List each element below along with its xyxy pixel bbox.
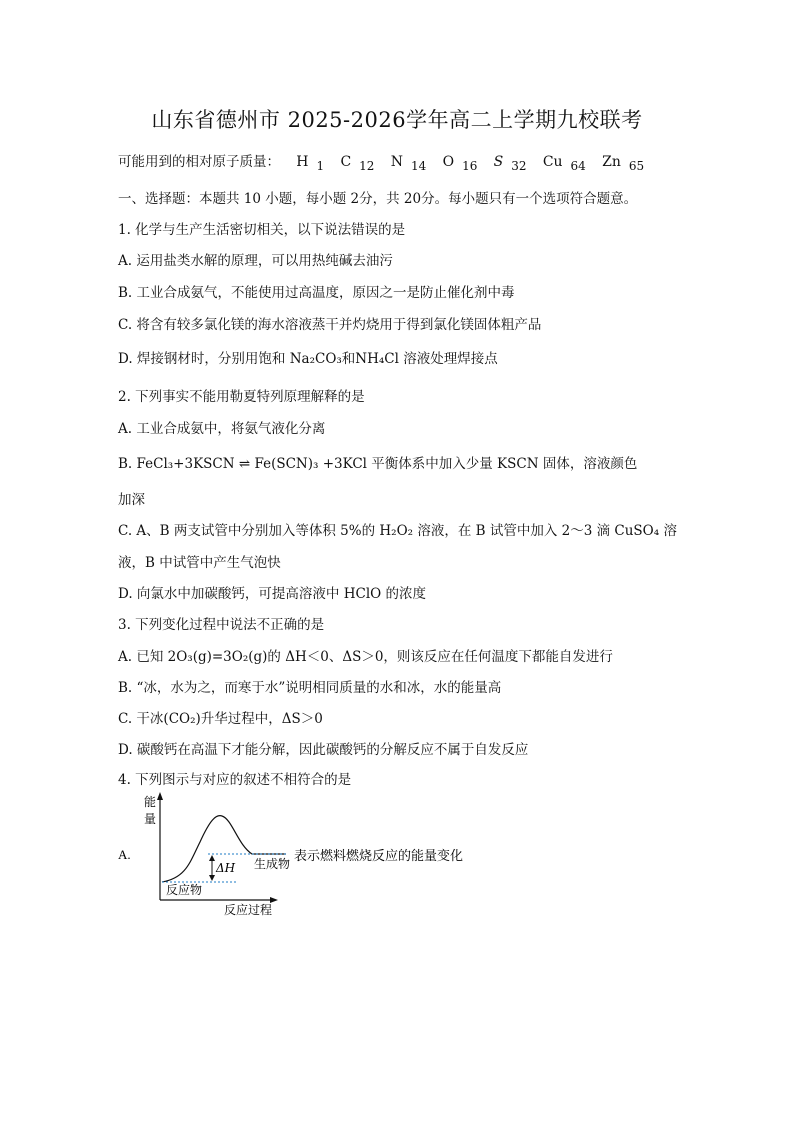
question-4-stem: 4. 下列图示与对应的叙述不相符合的是 <box>118 772 352 788</box>
element-mass: 32 <box>511 159 527 173</box>
question-1-option-a: A. 运用盐类水解的原理，可以用热纯碱去油污 <box>118 253 393 269</box>
element-mass: 1 <box>316 159 325 173</box>
question-2-option-a: A. 工业合成氨中，将氨气液化分离 <box>118 421 326 437</box>
reactant-label: 反应物 <box>166 883 203 897</box>
x-axis-label: 反应过程 <box>224 903 273 917</box>
arrow-up-icon <box>209 855 215 861</box>
element-symbol: Zn <box>602 154 621 170</box>
question-3-option-b: B. “冰，水为之，而寒于水”说明相同质量的水和冰，水的能量高 <box>118 680 502 696</box>
element-symbol: S <box>493 154 504 170</box>
question-2-option-c: C. A、B 两支试管中分别加入等体积 5%的 H₂O₂ 溶液，在 B 试管中加入 2～3 滴 CuSO₄ 溶 <box>118 523 677 539</box>
question-3-stem: 3. 下列变化过程中说法不正确的是 <box>118 617 325 633</box>
energy-diagram-svg <box>118 790 498 920</box>
question-1-option-d: D. 焊接钢材时，分别用饱和 Na₂CO₃和NH₄Cl 溶液处理焊接点 <box>118 351 498 367</box>
question-2-option-b-cont: 加深 <box>118 492 145 508</box>
element-symbol: H <box>296 154 309 170</box>
question-2-option-d: D. 向氯水中加碳酸钙，可提高溶液中 HClO 的浓度 <box>118 586 426 602</box>
atomic-masses-label: 可能用到的相对原子质量： <box>118 154 280 170</box>
element-mass: 16 <box>462 159 478 173</box>
y-axis-arrow-icon <box>157 792 163 800</box>
question-3-option-a: A. 已知 2O₃(g)=3O₂(g)的 ΔH＜0、ΔS＞0，则该反应在任何温度下都能自发进行 <box>118 649 613 665</box>
element-symbol: Cu <box>542 154 563 170</box>
delta-h-label: ΔH <box>216 861 236 875</box>
question-3-option-d: D. 碳酸钙在高温下才能分解，因此碳酸钙的分解反应不属于自发反应 <box>118 742 529 758</box>
element-symbol: O <box>442 154 455 170</box>
section-heading: 一、选择题：本题共 10 小题，每小题 2分，共 20分。每小题只有一个选项符合题意。 <box>118 191 638 207</box>
exam-title: 山东省德州市 2025-2026学年高二上学期九校联考 <box>151 108 643 132</box>
question-2-stem: 2. 下列事实不能用勒夏特列原理解释的是 <box>118 389 365 405</box>
arrow-down-icon <box>209 875 215 881</box>
y-axis-label-1: 能 <box>144 795 157 809</box>
element-symbol: N <box>390 154 403 170</box>
element-mass: 65 <box>628 159 645 173</box>
atomic-masses <box>118 150 645 173</box>
question-2-option-b: B. FeCl₃+3KSCN ⇌ Fe(SCN)₃ +3KCl 平衡体系中加入少量 KSCN 固体，溶液颜色 <box>118 456 638 472</box>
option-a-label: A. <box>118 847 131 862</box>
question-1-stem: 1. 化学与生产生活密切相关，以下说法错误的是 <box>118 222 406 238</box>
energy-diagram <box>118 790 498 920</box>
question-2-option-c-cont: 液，B 中试管中产生气泡快 <box>118 555 281 571</box>
product-label: 生成物 <box>254 857 291 871</box>
question-3-option-c: C. 干冰(CO₂)升华过程中，ΔS＞0 <box>118 711 323 727</box>
element-mass: 12 <box>359 159 375 173</box>
y-axis-label-2: 量 <box>144 812 157 826</box>
question-1-option-c: C. 将含有较多氯化镁的海水溶液蒸干并灼烧用于得到氯化镁固体粗产品 <box>118 317 542 333</box>
question-1-option-b: B. 工业合成氨气，不能使用过高温度，原因之一是防止催化剂中毒 <box>118 285 515 301</box>
element-mass: 14 <box>411 159 427 173</box>
element-mass: 64 <box>570 159 586 173</box>
diagram-caption: 表示燃料燃烧反应的能量变化 <box>294 849 464 864</box>
element-symbol: C <box>340 154 352 170</box>
